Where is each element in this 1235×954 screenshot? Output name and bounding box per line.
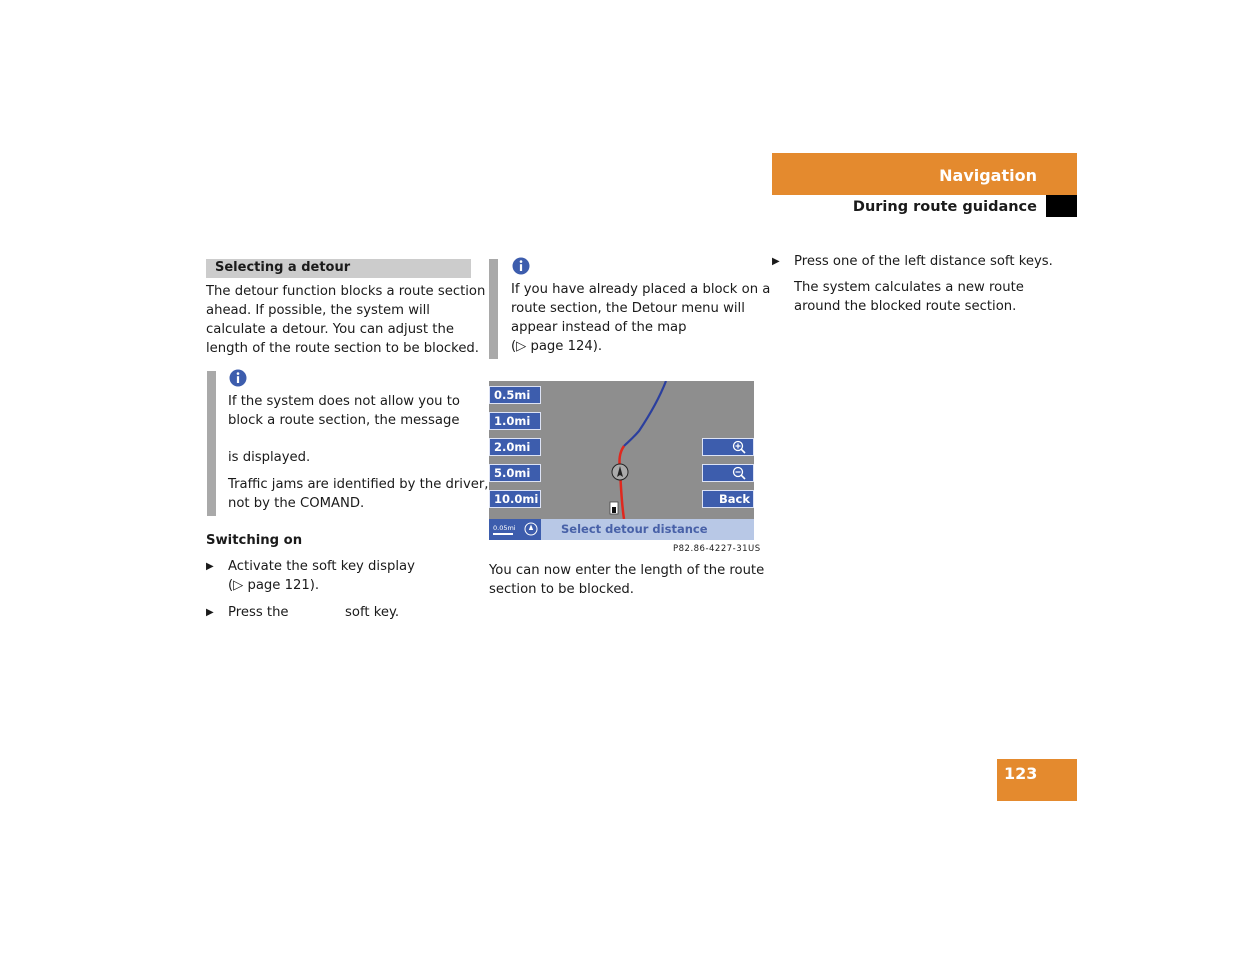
figure-caption [489,561,764,599]
softkey-distance-10-0mi[interactable]: 10.0mi [489,490,541,508]
note-line: appear instead of the map [511,320,687,335]
note-text [228,392,460,467]
bullet-arrow-icon: ▶ [772,256,780,267]
step-press-distance-key: Press one of the left distance soft keys. [794,254,1053,269]
softkey-distance-0-5mi[interactable]: 0.5mi [489,386,541,404]
section-heading [206,259,471,278]
back-button[interactable]: Back [702,490,754,508]
note-bar [207,371,216,516]
zoom-in-icon [732,440,748,454]
status-bar [489,519,754,540]
section-heading-text: Selecting a detour [215,260,351,275]
note-line: route section, the Detour menu will [511,301,745,316]
note-detour-menu [511,280,770,356]
result-line: The system calculates a new route [794,280,1024,295]
note-bar [489,259,498,359]
softkey-distance-1-0mi[interactable]: 1.0mi [489,412,541,430]
route-blocked-line [619,446,624,519]
note-line: Traffic jams are identified by the driver, [228,477,489,492]
scale-label: 0.05mi [493,524,516,532]
intro-paragraph [206,282,485,358]
step-line: Activate the soft key display [228,559,415,574]
note-text-traffic [228,475,489,513]
note-line: is displayed. [228,450,311,465]
map-view [489,381,754,540]
caption-line: section to be blocked. [489,582,634,597]
intro-line: The detour function blocks a route section [206,284,486,299]
page-number-tab [997,759,1077,801]
intro-line: length of the route section to be blocked. [206,341,479,356]
bullet-arrow-icon: ▶ [206,607,214,618]
bullet-arrow-icon: ▶ [206,561,214,572]
figure-reference: P82.86-4227-31US [673,544,761,554]
step-activate-softkeys [228,557,415,595]
step-result [794,278,1024,316]
subheading-switching-on: Switching on [206,533,303,548]
page-number: 123 [1004,764,1038,783]
scale-bar [493,533,513,535]
step-press-softkey-pre: Press the [228,605,289,620]
chapter-title: Navigation [939,166,1037,185]
softkey-distance-2-0mi[interactable]: 2.0mi [489,438,541,456]
status-text: Select detour distance [561,522,708,536]
zoom-out-button[interactable] [702,464,754,482]
zoom-in-button[interactable] [702,438,754,456]
intro-line: calculate a detour. You can adjust the [206,322,454,337]
section-title: During route guidance [852,199,1037,215]
route-ahead-line [624,381,666,446]
info-icon [512,257,530,275]
result-line: around the blocked route section. [794,299,1017,314]
step-line: (▷ page 121). [228,578,320,593]
info-icon [229,369,247,387]
zoom-out-icon [732,466,748,480]
softkey-distance-5-0mi[interactable]: 5.0mi [489,464,541,482]
section-marker [1046,195,1077,217]
note-line: block a route section, the message [228,413,460,428]
compass-icon [524,522,538,536]
intro-line: ahead. If possible, the system will [206,303,430,318]
note-line: (▷ page 124). [511,339,603,354]
scale-indicator [489,519,541,540]
step-press-softkey-post: soft key. [345,605,400,620]
note-line: If you have already placed a block on a [511,282,771,297]
chapter-header [772,153,1077,195]
comand-screen [489,381,754,540]
note-line: If the system does not allow you to [228,394,460,409]
caption-line: You can now enter the length of the route [489,563,765,578]
note-line: not by the COMAND. [228,496,365,511]
